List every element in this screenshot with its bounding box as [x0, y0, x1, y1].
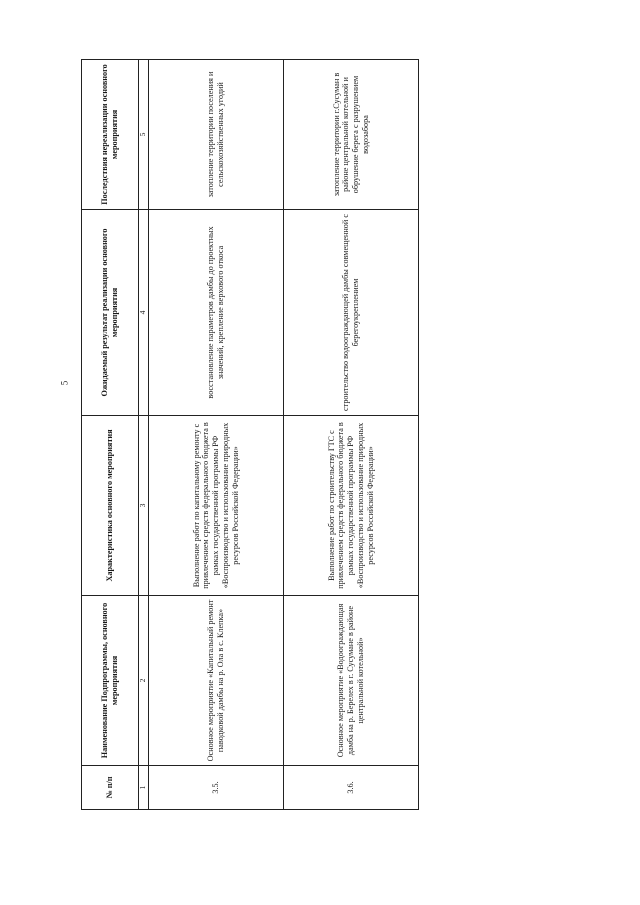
column-number: 4 — [139, 210, 149, 416]
header-number: № п/п — [82, 766, 139, 810]
row-number: 3.5. — [149, 766, 284, 810]
column-number: 3 — [139, 416, 149, 596]
header-name: Наименование Подпрограммы, основного мероприятия — [82, 596, 139, 766]
rotated-page — [81, 60, 419, 810]
column-number-row — [139, 60, 149, 810]
row-number: 3.6. — [284, 766, 419, 810]
column-number: 2 — [139, 596, 149, 766]
column-number: 1 — [139, 766, 149, 810]
measure-characteristic: Выполнение работ по строительству ГТС с привлечением средств федерального бюджета в рамках государственной программы РФ «Воспроизводство и использование природных ресурсов Российской Федерации» — [284, 416, 419, 596]
measure-consequence: затопление территории поселения и сельскохозяйственных угодий — [149, 60, 284, 210]
measure-result: восстановление параметров дамбы до проектных значений, крепление верхового откоса — [149, 210, 284, 416]
table-row — [284, 60, 419, 810]
table-row — [149, 60, 284, 810]
measure-result: строительство водоограждающей дамбы совмещенной с берегоукреплением — [284, 210, 419, 416]
measure-consequence: затопление территории г.Сусуман в районе центральной котельной и обрушение берега с разрушением водозабора — [284, 60, 419, 210]
header-row — [82, 60, 139, 810]
header-consequence: Последствия нереализации основного мероприятия — [82, 60, 139, 210]
measure-characteristic: Выполнение работ по капитальному ремонту с привлечением средств федерального бюджета в рамках государственной программы РФ «Воспроизводство и использование природных ресурсов Российской Федерации» — [149, 416, 284, 596]
column-number: 5 — [139, 60, 149, 210]
page-number: 5 — [59, 380, 70, 386]
header-characteristic: Характеристика основного мероприятия — [82, 416, 139, 596]
measure-name: Основное мероприятие «Капитальный ремонт паводковой дамбы на р. Ола в с. Клепка» — [149, 596, 284, 766]
header-result: Ожидаемый результат реализации основного мероприятия — [82, 210, 139, 416]
table-container — [81, 60, 419, 810]
measure-name: Основное мероприятие «Водоограждающая дамба на р. Берелех в г. Сусумане в районе центральной котельной» — [284, 596, 419, 766]
measures-table — [81, 59, 419, 810]
